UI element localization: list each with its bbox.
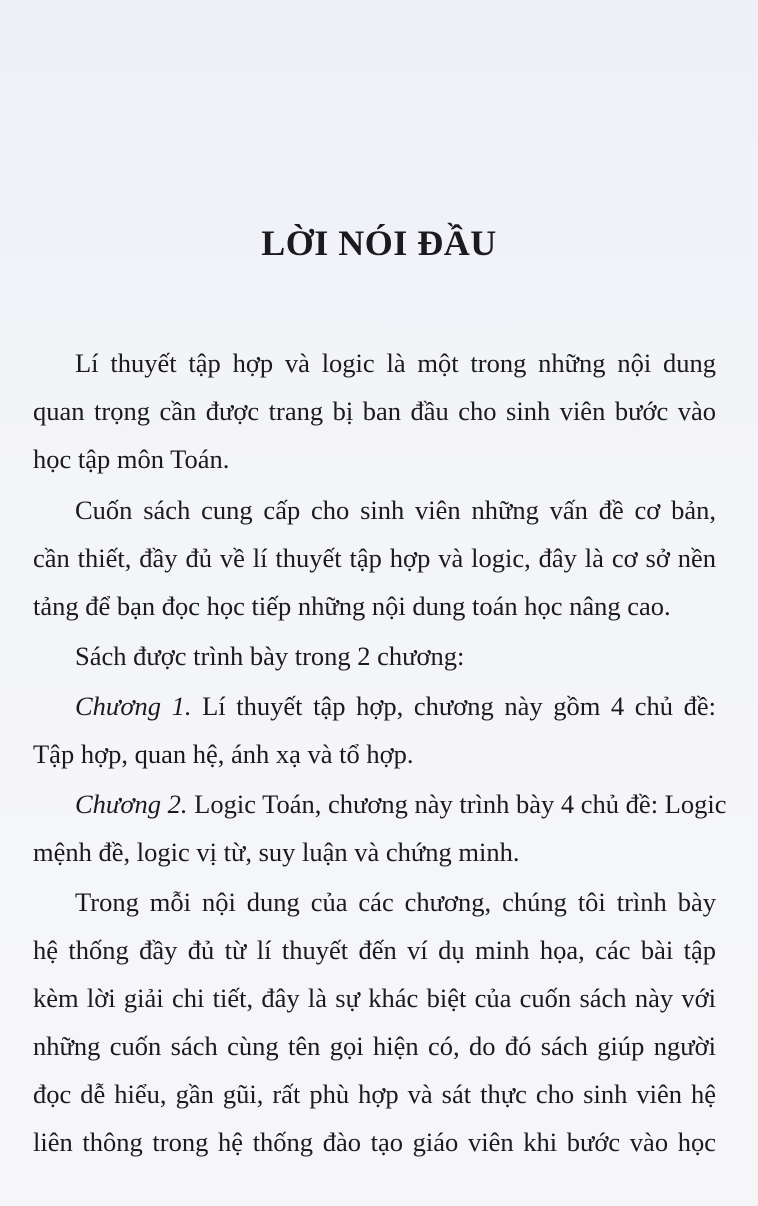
paragraph-line: Sách được trình bày trong 2 chương: (75, 641, 465, 671)
chapter-label: Chương 1. (75, 691, 192, 721)
paragraph-line: hệ thống đầy đủ từ lí thuyết đến ví dụ minh họa, các bài tập (33, 935, 716, 965)
paragraph-structure (33, 632, 716, 680)
paragraph-line: liên thông trong hệ thống đào tạo giáo viên khi bước vào học (33, 1127, 716, 1157)
paragraph-line: những cuốn sách cùng tên gọi hiện có, do đó sách giúp người (33, 1031, 716, 1061)
paragraph-chapter-1 (33, 682, 716, 778)
paragraph-intro (33, 339, 716, 483)
paragraph-line: đọc dễ hiểu, gần gũi, rất phù hợp và sát thực cho sinh viên hệ (33, 1079, 716, 1109)
paragraph-line: quan trọng cần được trang bị ban đầu cho sinh viên bước vào (33, 396, 716, 426)
paragraph-line: học tập môn Toán. (33, 444, 230, 474)
paragraph-line (33, 682, 716, 730)
paragraph-content (33, 486, 716, 630)
paragraph-line: mệnh đề, logic vị từ, suy luận và chứng minh. (33, 837, 520, 867)
paragraph-chapter-2 (33, 780, 727, 876)
paragraph-line: cần thiết, đầy đủ về lí thuyết tập hợp và logic, đây là cơ sở nền (33, 543, 716, 573)
chapter-label: Chương 2. (75, 789, 188, 819)
chapter-description: Logic Toán, chương này trình bày 4 chủ đề: Logic (187, 789, 727, 819)
paragraph-features (33, 878, 716, 1166)
paragraph-line: Cuốn sách cung cấp cho sinh viên những vấn đề cơ bản, (75, 495, 716, 525)
paragraph-line (33, 780, 727, 828)
paragraph-line: Trong mỗi nội dung của các chương, chúng tôi trình bày (75, 887, 716, 917)
paragraph-line: Lí thuyết tập hợp và logic là một trong những nội dung (75, 348, 716, 378)
page-title: LỜI NÓI ĐẦU (261, 223, 497, 263)
chapter-description: Lí thuyết tập hợp, chương này gồm 4 chủ đề: (191, 691, 717, 721)
paragraph-line: kèm lời giải chi tiết, đây là sự khác biệt của cuốn sách này với (33, 983, 716, 1013)
paragraph-line: tảng để bạn đọc học tiếp những nội dung toán học nâng cao. (33, 591, 671, 621)
paragraph-line: Tập hợp, quan hệ, ánh xạ và tổ hợp. (33, 739, 414, 769)
